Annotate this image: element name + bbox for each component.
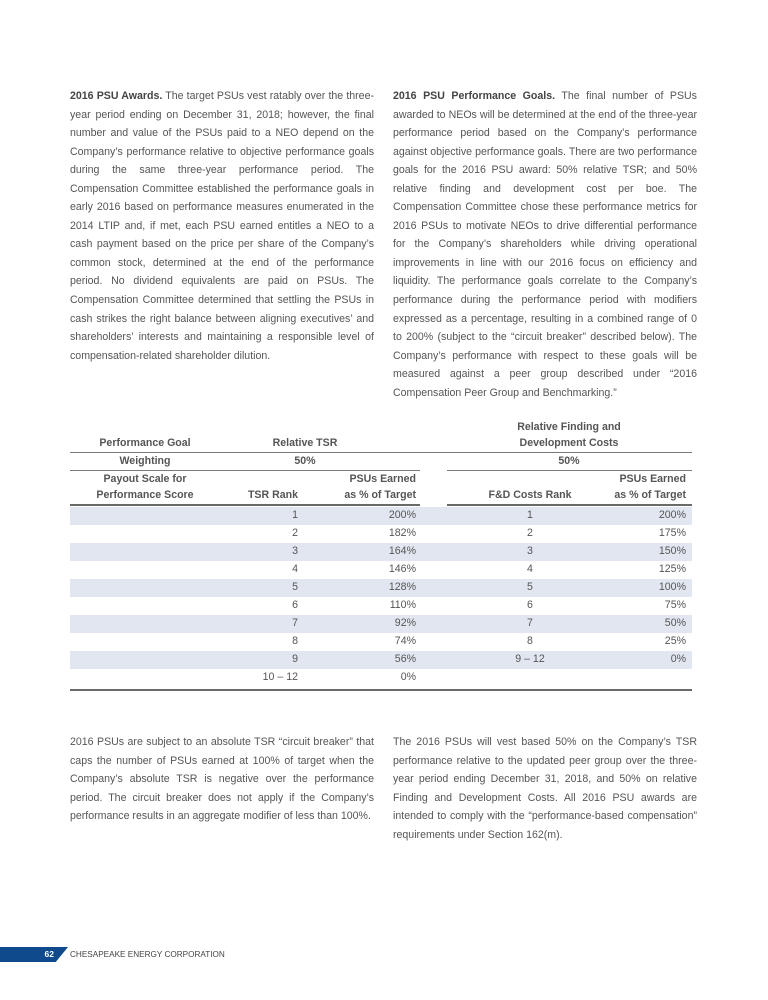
tsr-pct-cell: 92% (394, 617, 416, 629)
table-bottom-rule (70, 689, 692, 691)
footer-band (0, 947, 68, 962)
tsr-rank-cell: 2 (292, 527, 298, 539)
fd-weighting: 50% (558, 455, 580, 467)
table-row (70, 507, 692, 525)
fd-pct-cell: 50% (664, 617, 686, 629)
tsr-rank-cell: 3 (292, 545, 298, 557)
goal-label: Performance Goal (99, 437, 191, 449)
header-divider (70, 452, 692, 453)
fd-rank-cell: 3 (527, 545, 533, 557)
psu-goals-paragraph (393, 87, 697, 402)
table-row (70, 579, 692, 597)
company-name: CHESAPEAKE ENERGY CORPORATION (70, 950, 225, 959)
page-number: 62 (44, 949, 54, 959)
tsr-rank-header: TSR Rank (247, 489, 298, 501)
tsr-rank-cell: 7 (292, 617, 298, 629)
tsr-pct-cell: 164% (388, 545, 416, 557)
tsr-earned-header-line2: as % of Target (344, 489, 416, 501)
tsr-pct-cell: 110% (389, 599, 416, 611)
weighting-label: Weighting (119, 455, 171, 467)
tsr-pct-cell: 0% (400, 671, 416, 683)
tsr-pct-cell: 128% (388, 581, 416, 593)
tsr-rank-cell: 1 (292, 509, 298, 521)
table-row (70, 525, 692, 543)
tsr-rank-cell: 4 (292, 563, 298, 575)
circuit-breaker-paragraph (70, 733, 374, 826)
tsr-rank-cell: 5 (292, 581, 298, 593)
fd-pct-cell: 75% (664, 599, 686, 611)
vesting-paragraph (393, 733, 697, 844)
vesting-body: The 2016 PSUs will vest based 50% on the Company’s TSR performance relative to the updated peer group over the three-year period ending December 31, 2018, and 50% on relative Finding and Development Costs. All 2016 PSU awards are intended to comply with the “performance-based compensation” requirements under Section 162(m). (393, 736, 697, 841)
fd-goal-label-line2: Development Costs (519, 437, 619, 449)
weighting-divider-right (447, 470, 692, 471)
fd-pct-cell: 175% (658, 527, 686, 539)
fd-earned-header-line1: PSUs Earned (619, 473, 686, 485)
fd-earned-header-line2: as % of Target (614, 489, 686, 501)
fd-rank-cell: 1 (527, 509, 533, 521)
psu-goals-body: The final number of PSUs awarded to NEOs will be determined at the end of the three-year performance period based on the Company’s performance against objective performance goals. There are two performance goals for the 2016 PSU award: 50% relative TSR; and 50% relative finding and development cost per boe. The Compensation Committee chose these performance metrics for 2016 PSUs to motivate NEOs to drive differential performance for the Company’s shareholders while driving operational improvements in line with our 2016 focus on efficiency and liquidity. The performance goals correlate to the Company’s performance during the performance period with modifiers expressed as a percentage, resulting in a combined range of 0 to 200% (subject to the “circuit breaker” described below). The Company’s performance with respect to these goals will be measured against a peer group described under “2016 Compensation Peer Group and Benchmarking.” (393, 90, 697, 399)
fd-pct-cell: 200% (658, 509, 686, 521)
fd-rank-cell: 8 (527, 635, 533, 647)
tsr-rank-cell: 8 (292, 635, 298, 647)
fd-rank-cell: 4 (527, 563, 533, 575)
fd-pct-cell: 125% (658, 563, 686, 575)
fd-rank-header: F&D Costs Rank (488, 489, 572, 501)
fd-pct-cell: 25% (664, 635, 686, 647)
tsr-pct-cell: 146% (388, 563, 416, 575)
fd-rank-cell: 6 (527, 599, 533, 611)
psu-awards-body: The target PSUs vest ratably over the three-year period ending on December 31, 2018; however, the final number and value of the PSUs paid to a NEO depend on the Company’s performance relative to objective performance goals during the same three-year performance period. The Compensation Committee established the performance goals in early 2016 based on performance measures enumerated in the 2014 LTIP and, if met, each PSU earned entitles a NEO to a cash payment based on the price per share of the Company’s common stock, determined at the end of the performance period. No dividend equivalents are paid on PSUs. The Compensation Committee determined that settling the PSUs in cash strikes the right balance between aligning executives’ and shareholders’ interests and maintaining a responsible level of compensation-related shareholder dilution. (70, 90, 374, 362)
fd-pct-cell: 150% (658, 545, 686, 557)
table-row (70, 543, 692, 561)
header-bottom-rule-left (70, 504, 420, 506)
weighting-divider-left (70, 470, 420, 471)
tsr-pct-cell: 182% (388, 527, 416, 539)
tsr-pct-cell: 56% (394, 653, 416, 665)
tsr-earned-header-line1: PSUs Earned (349, 473, 416, 485)
fd-rank-cell: 9 – 12 (515, 653, 545, 665)
table-row (70, 561, 692, 579)
table-row (70, 615, 692, 633)
psu-awards-heading: 2016 PSU Awards. (70, 90, 163, 102)
table-row (70, 633, 692, 651)
fd-goal-label-line1: Relative Finding and (517, 421, 621, 433)
circuit-breaker-body: 2016 PSUs are subject to an absolute TSR “circuit breaker” that caps the number of PSUs earned at 100% of target when the Company’s absolute TSR is negative over the performance period. The circuit breaker does not apply if the Company’s performance results in an aggregate modifier of less than 100%. (70, 736, 374, 823)
fd-pct-cell: 0% (670, 653, 686, 665)
tsr-weighting: 50% (294, 455, 316, 467)
payout-label-line2: Performance Score (96, 489, 194, 501)
fd-rank-cell: 5 (527, 581, 533, 593)
table-row (70, 597, 692, 615)
table-row (70, 651, 692, 669)
fd-rank-cell: 2 (527, 527, 533, 539)
tsr-pct-cell: 74% (394, 635, 416, 647)
psu-goals-heading: 2016 PSU Performance Goals. (393, 90, 556, 102)
tsr-goal-label: Relative TSR (272, 437, 338, 449)
tsr-rank-cell: 6 (292, 599, 298, 611)
psu-awards-paragraph (70, 87, 374, 365)
fd-pct-cell: 100% (658, 581, 686, 593)
header-bottom-rule-right (447, 504, 692, 506)
tsr-pct-cell: 200% (388, 509, 416, 521)
payout-label-line1: Payout Scale for (103, 473, 187, 485)
fd-rank-cell: 7 (527, 617, 533, 629)
tsr-rank-cell: 10 – 12 (262, 671, 298, 683)
tsr-rank-cell: 9 (292, 653, 298, 665)
table-row (70, 669, 692, 687)
